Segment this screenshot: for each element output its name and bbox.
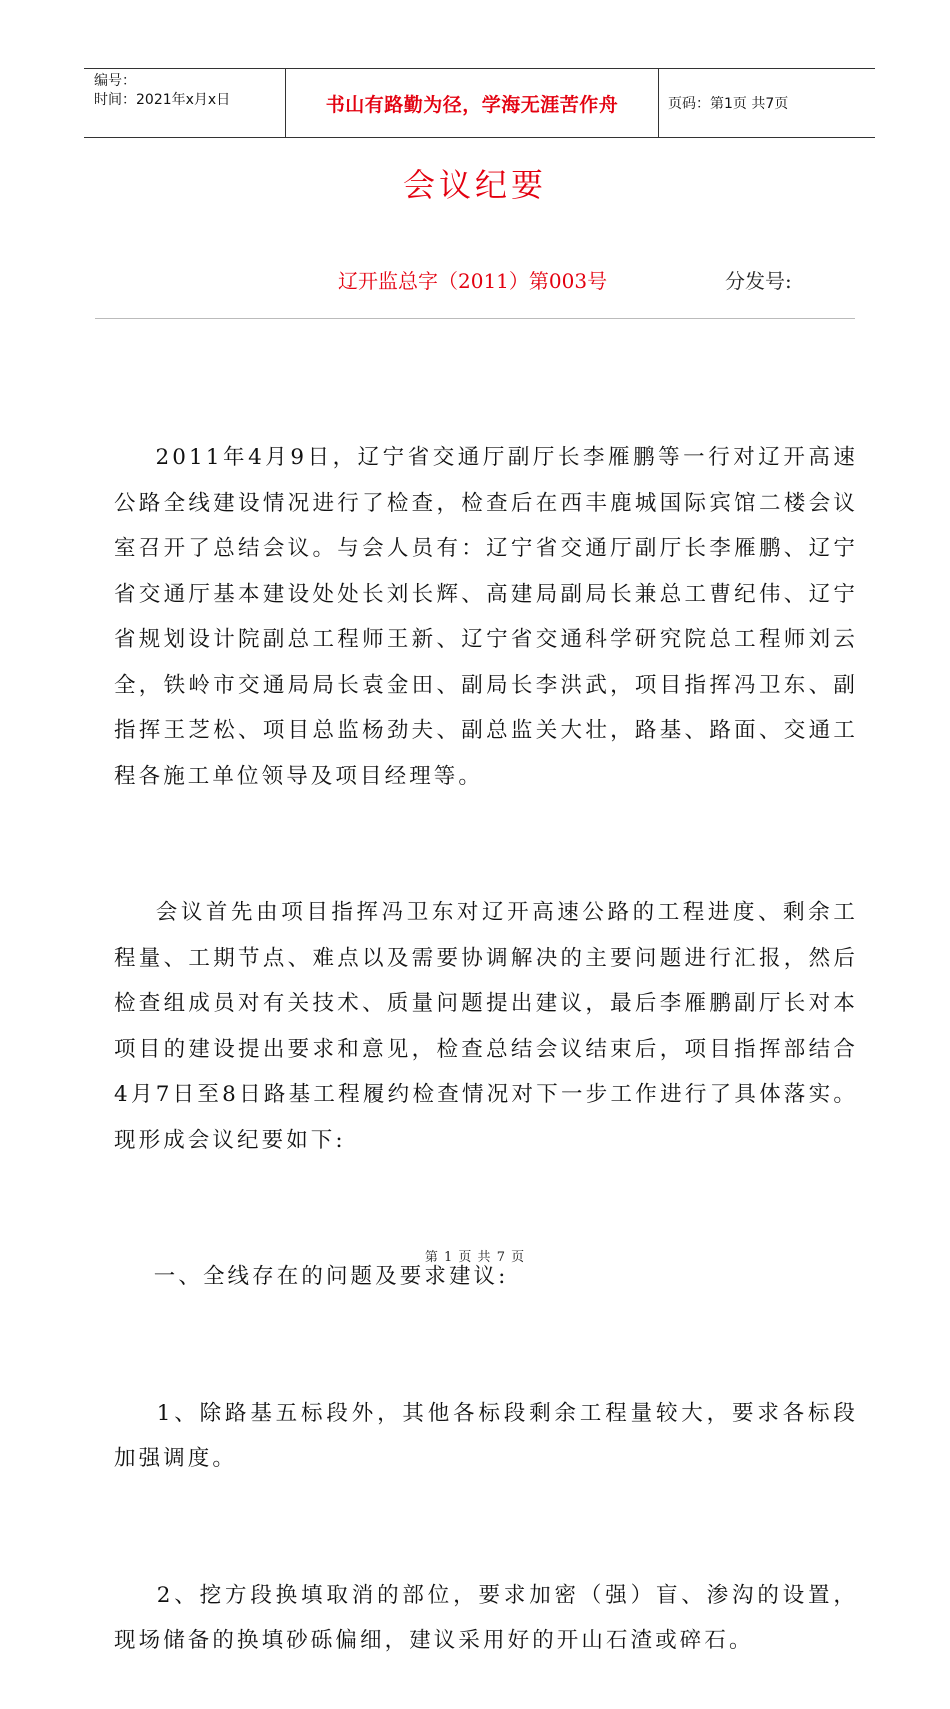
body-paragraph: 2011年4月9日，辽宁省交通厅副厅长李雁鹏等一行对辽开高速公路全线建设情况进行了检查，检查后在西丰鹿城国际宾馆二楼会议室召开了总结会议。与会人员有：辽宁省交通厅副厅长李雁鹏、辽宁省交通厅基本建设处处长刘长辉、高建局副局长兼总工曹纪伟、辽宁省规划设计院副总工程师王新、辽宁省交通科学研究院总工程师刘云全，铁岭市交通局局长袁金田、副局长李洪武，项目指挥冯卫东、副指挥王芝松、项目总监杨劲夫、副总监关大壮，路基、路面、交通工程各施工单位领导及项目经理等。 (114, 445, 858, 789)
document-body (114, 344, 858, 1709)
document-title: 会议纪要 (402, 166, 547, 204)
time-label: 时间：2021年x月x日 (94, 92, 231, 108)
page-footer: 第 1 页 共 7 页 (424, 1250, 526, 1265)
number-label: 编号： (94, 73, 136, 89)
body-paragraph: 1、除路基五标段外，其他各标段剩余工程量较大，要求各标段加强调度。 (114, 1400, 858, 1471)
body-paragraph: 一、全线存在的问题及要求建议: (114, 1264, 509, 1289)
header-meta-cell (84, 69, 286, 137)
document-header (84, 68, 875, 138)
body-paragraph: 会议首先由项目指挥冯卫东对辽开高速公路的工程进度、剩余工程量、工期节点、难点以及需要协调解决的主要问题进行汇报，然后检查组成员对有关技术、质量问题提出建议，最后李雁鹏副厅长对本项目的建设提出要求和意见，检查总结会议结束后，项目指挥部结合4月7日至8日路基工程履约检查情况对下一步工作进行了具体落实。现形成会议纪要如下: (114, 900, 858, 1153)
header-motto: 书山有路勤为径，学海无涯苦作舟 (286, 69, 659, 137)
title-divider (95, 318, 855, 319)
header-page-label: 页码：第1页 共7页 (668, 96, 789, 112)
body-paragraph: 2、挖方段换填取消的部位，要求加密（强）盲、渗沟的设置，现场储备的换填砂砾偏细，建议采用好的开山石渣或碎石。 (114, 1582, 858, 1653)
distribution-number-label: 分发号: (725, 269, 792, 293)
document-number: 辽开监总字（2011）第003号 (338, 269, 608, 293)
